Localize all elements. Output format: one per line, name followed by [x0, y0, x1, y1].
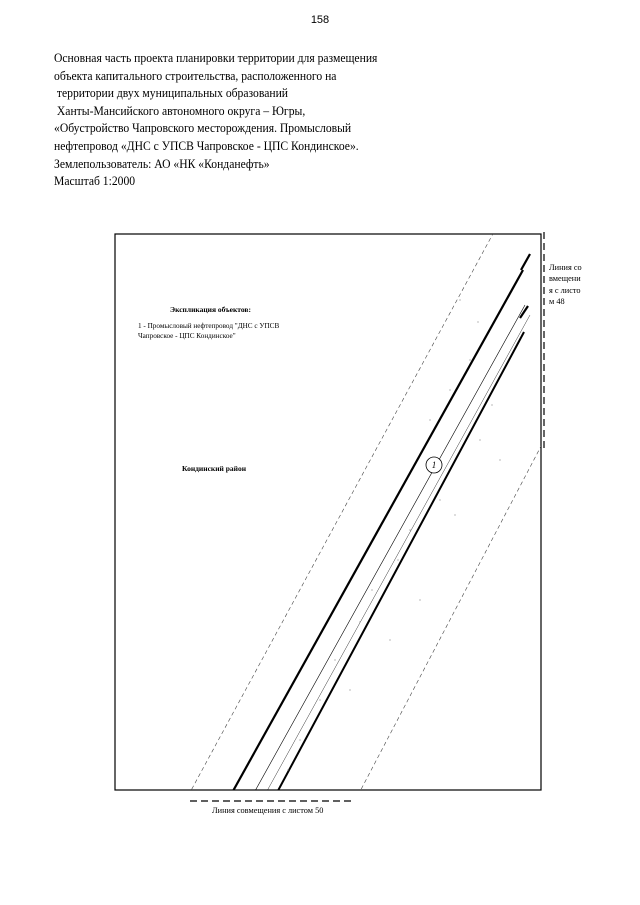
header-line: Землепользователь: АО «НК «Конданефть» [54, 156, 270, 171]
survey-points [287, 299, 500, 770]
legend-title: Экспликация объектов: [170, 305, 251, 314]
pipeline-axis-line [262, 315, 530, 800]
bottom-match-line-label: Линия совмещения с листом 50 [212, 806, 324, 815]
pipeline-line-second [273, 332, 524, 800]
pipeline-line-main [228, 270, 523, 800]
header-line: нефтепровод «ДНС с УПСВ Чапровское - ЦПС Кондинское». [54, 138, 359, 153]
map-frame [115, 234, 541, 790]
district-label: Кондинский район [182, 464, 247, 473]
corridor-boundary-left [175, 230, 495, 820]
side-match-line-label: Линия совмещения с листом 48 [549, 263, 582, 306]
header-line: Ханты-Мансийского автономного округа – Югры, [54, 103, 306, 118]
header-line: объекта капитального строительства, расположенного на [54, 68, 337, 83]
page-number: 158 [310, 14, 330, 26]
header-line: территории двух муниципальных образований [54, 86, 289, 101]
line-break-mark [521, 254, 530, 270]
corridor-boundary-right [345, 410, 560, 820]
legend-item: 1 - Промысловый нефтепровод "ДНС с УПСВ Чапровское - ЦПС Кондинское" [138, 322, 280, 340]
header-line: Основная часть проекта планировки территории для размещения [54, 51, 378, 65]
object-number: 1 [431, 460, 437, 470]
header-line: Масштаб 1:2000 [54, 174, 136, 189]
pipeline-axis-line [250, 305, 525, 800]
header-line: «Обустройство Чапровского месторождения. Промысловый [54, 121, 352, 136]
